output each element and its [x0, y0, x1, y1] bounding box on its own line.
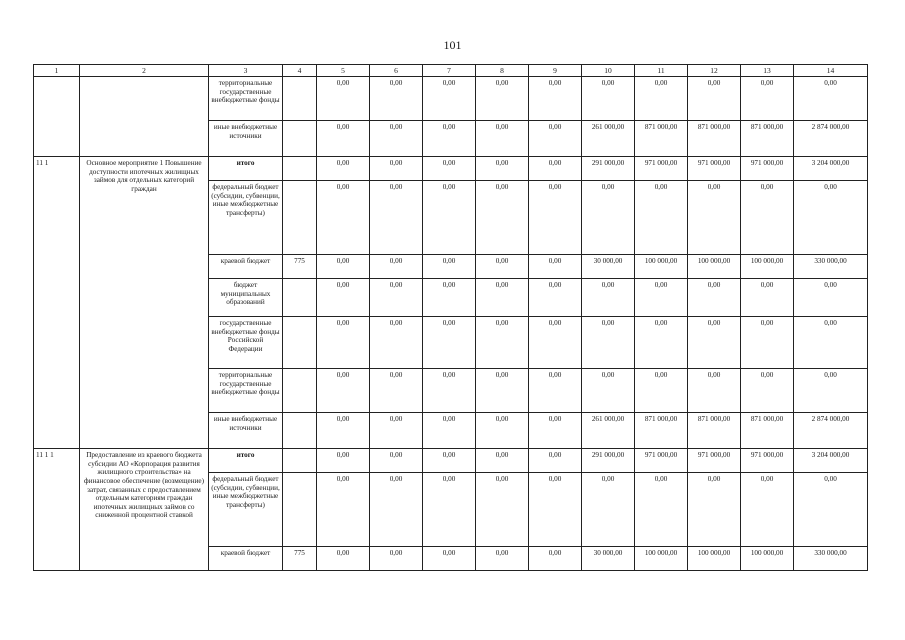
value-cell: 0,00 [476, 181, 529, 255]
value-cell: 330 000,00 [794, 255, 868, 279]
value-cell: 0,00 [582, 181, 635, 255]
value-cell: 0,00 [423, 473, 476, 547]
funding-source-cell: краевой бюджет [209, 547, 283, 571]
grbs-code-cell [283, 317, 317, 369]
grbs-code-cell [283, 157, 317, 181]
value-cell: 871 000,00 [741, 121, 794, 157]
value-cell: 0,00 [423, 255, 476, 279]
value-cell: 0,00 [529, 547, 582, 571]
value-cell: 0,00 [476, 255, 529, 279]
value-cell: 2 874 000,00 [794, 121, 868, 157]
value-cell: 100 000,00 [741, 255, 794, 279]
header-row [34, 65, 868, 77]
value-cell: 971 000,00 [635, 157, 688, 181]
value-cell: 0,00 [688, 279, 741, 317]
value-cell: 0,00 [317, 157, 370, 181]
value-cell: 971 000,00 [741, 157, 794, 181]
name-cell: Предоставление из краевого бюджета субсидии АО «Корпорация развития жилищного строительства» на финансовое обеспечение (возмещение) затрат, связанных с предоставлением отдельным категориям граждан ипотечных жилищных займов со сниженной процентной ставкой [80, 449, 209, 571]
funding-source-cell: иные внебюджетные источники [209, 121, 283, 157]
table-row [34, 77, 868, 121]
funding-source-cell: бюджет муниципальных образований [209, 279, 283, 317]
funding-source-cell: государственные внебюджетные фонды Российской Федерации [209, 317, 283, 369]
column-header: 13 [741, 65, 794, 77]
funding-source-cell: иные внебюджетные источники [209, 413, 283, 449]
value-cell: 871 000,00 [688, 413, 741, 449]
value-cell: 0,00 [370, 279, 423, 317]
column-header: 14 [794, 65, 868, 77]
value-cell: 30 000,00 [582, 547, 635, 571]
value-cell: 0,00 [476, 121, 529, 157]
value-cell: 330 000,00 [794, 547, 868, 571]
value-cell: 0,00 [423, 413, 476, 449]
value-cell: 0,00 [476, 449, 529, 473]
funding-source-cell: федеральный бюджет (субсидии, субвенции, иные межбюджетные трансферты) [209, 473, 283, 547]
value-cell: 0,00 [582, 317, 635, 369]
table-row [34, 449, 868, 473]
value-cell: 0,00 [423, 77, 476, 121]
value-cell: 100 000,00 [635, 547, 688, 571]
value-cell: 0,00 [741, 279, 794, 317]
value-cell: 0,00 [529, 413, 582, 449]
grbs-code-cell [283, 181, 317, 255]
value-cell: 0,00 [529, 121, 582, 157]
value-cell: 0,00 [476, 77, 529, 121]
value-cell: 0,00 [317, 255, 370, 279]
value-cell: 0,00 [317, 449, 370, 473]
value-cell: 871 000,00 [688, 121, 741, 157]
value-cell: 0,00 [582, 473, 635, 547]
value-cell: 0,00 [423, 121, 476, 157]
value-cell: 0,00 [529, 77, 582, 121]
value-cell: 971 000,00 [635, 449, 688, 473]
value-cell: 261 000,00 [582, 413, 635, 449]
name-cell: Основное мероприятие 1 Повышение доступности ипотечных жилищных займов для отдельных категорий граждан [80, 157, 209, 449]
value-cell: 0,00 [370, 449, 423, 473]
value-cell: 0,00 [370, 255, 423, 279]
value-cell: 0,00 [635, 473, 688, 547]
funding-source-cell: федеральный бюджет (субсидии, субвенции, иные межбюджетные трансферты) [209, 181, 283, 255]
value-cell: 0,00 [423, 317, 476, 369]
value-cell: 871 000,00 [635, 413, 688, 449]
value-cell: 0,00 [370, 413, 423, 449]
value-cell: 971 000,00 [688, 157, 741, 181]
column-header: 4 [283, 65, 317, 77]
value-cell: 0,00 [370, 473, 423, 547]
value-cell: 0,00 [794, 77, 868, 121]
value-cell: 0,00 [688, 473, 741, 547]
value-cell: 0,00 [635, 317, 688, 369]
value-cell: 3 204 000,00 [794, 449, 868, 473]
funding-source-cell: итого [209, 157, 283, 181]
value-cell: 0,00 [317, 279, 370, 317]
value-cell: 0,00 [423, 547, 476, 571]
value-cell: 0,00 [476, 547, 529, 571]
column-header: 2 [80, 65, 209, 77]
value-cell: 0,00 [370, 157, 423, 181]
grbs-code-cell [283, 121, 317, 157]
value-cell: 2 874 000,00 [794, 413, 868, 449]
value-cell: 261 000,00 [582, 121, 635, 157]
value-cell: 0,00 [582, 369, 635, 413]
column-header: 7 [423, 65, 476, 77]
grbs-code-cell [283, 473, 317, 547]
value-cell: 0,00 [423, 181, 476, 255]
value-cell: 0,00 [423, 449, 476, 473]
value-cell: 0,00 [370, 181, 423, 255]
value-cell: 0,00 [794, 279, 868, 317]
table-row [34, 157, 868, 181]
value-cell: 0,00 [476, 413, 529, 449]
value-cell: 971 000,00 [741, 449, 794, 473]
value-cell: 0,00 [317, 473, 370, 547]
value-cell: 100 000,00 [688, 255, 741, 279]
value-cell: 0,00 [688, 317, 741, 369]
funding-source-cell: краевой бюджет [209, 255, 283, 279]
value-cell: 100 000,00 [688, 547, 741, 571]
funding-source-cell: территориальные государственные внебюджетные фонды [209, 369, 283, 413]
budget-table [33, 64, 868, 571]
value-cell: 0,00 [741, 473, 794, 547]
column-header: 8 [476, 65, 529, 77]
value-cell: 0,00 [317, 121, 370, 157]
value-cell: 0,00 [370, 547, 423, 571]
value-cell: 0,00 [794, 317, 868, 369]
value-cell: 0,00 [529, 449, 582, 473]
column-header: 10 [582, 65, 635, 77]
value-cell: 0,00 [476, 157, 529, 181]
column-header: 12 [688, 65, 741, 77]
value-cell: 0,00 [688, 181, 741, 255]
column-header: 3 [209, 65, 283, 77]
value-cell: 0,00 [582, 77, 635, 121]
value-cell: 0,00 [741, 77, 794, 121]
value-cell: 0,00 [582, 279, 635, 317]
code-cell [34, 77, 80, 157]
value-cell: 3 204 000,00 [794, 157, 868, 181]
value-cell: 0,00 [423, 157, 476, 181]
value-cell: 0,00 [423, 369, 476, 413]
value-cell: 0,00 [370, 317, 423, 369]
column-header: 11 [635, 65, 688, 77]
grbs-code-cell: 775 [283, 547, 317, 571]
value-cell: 0,00 [476, 279, 529, 317]
value-cell: 0,00 [529, 473, 582, 547]
value-cell: 0,00 [741, 317, 794, 369]
value-cell: 0,00 [529, 255, 582, 279]
value-cell: 0,00 [794, 473, 868, 547]
code-cell: 11 1 [34, 157, 80, 449]
value-cell: 0,00 [794, 369, 868, 413]
value-cell: 0,00 [370, 77, 423, 121]
value-cell: 0,00 [635, 77, 688, 121]
value-cell: 100 000,00 [741, 547, 794, 571]
value-cell: 0,00 [317, 369, 370, 413]
grbs-code-cell [283, 449, 317, 473]
grbs-code-cell [283, 279, 317, 317]
value-cell: 0,00 [741, 369, 794, 413]
name-cell [80, 77, 209, 157]
value-cell: 0,00 [317, 413, 370, 449]
value-cell: 30 000,00 [582, 255, 635, 279]
value-cell: 0,00 [476, 369, 529, 413]
value-cell: 0,00 [317, 317, 370, 369]
value-cell: 0,00 [635, 181, 688, 255]
value-cell: 0,00 [635, 369, 688, 413]
value-cell: 0,00 [635, 279, 688, 317]
grbs-code-cell [283, 77, 317, 121]
grbs-code-cell [283, 413, 317, 449]
value-cell: 0,00 [317, 181, 370, 255]
value-cell: 100 000,00 [635, 255, 688, 279]
value-cell: 0,00 [476, 473, 529, 547]
value-cell: 291 000,00 [582, 157, 635, 181]
value-cell: 0,00 [317, 547, 370, 571]
value-cell: 0,00 [688, 369, 741, 413]
funding-source-cell: итого [209, 449, 283, 473]
grbs-code-cell: 775 [283, 255, 317, 279]
grbs-code-cell [283, 369, 317, 413]
column-header: 5 [317, 65, 370, 77]
value-cell: 0,00 [317, 77, 370, 121]
code-cell: 11 1 1 [34, 449, 80, 571]
value-cell: 291 000,00 [582, 449, 635, 473]
funding-source-cell: территориальные государственные внебюджетные фонды [209, 77, 283, 121]
page-number: 101 [443, 38, 462, 52]
table-body [34, 77, 868, 571]
value-cell: 0,00 [794, 181, 868, 255]
value-cell: 0,00 [529, 279, 582, 317]
value-cell: 0,00 [741, 181, 794, 255]
column-header: 1 [34, 65, 80, 77]
value-cell: 0,00 [688, 77, 741, 121]
column-header: 6 [370, 65, 423, 77]
value-cell: 871 000,00 [635, 121, 688, 157]
value-cell: 971 000,00 [688, 449, 741, 473]
value-cell: 871 000,00 [741, 413, 794, 449]
value-cell: 0,00 [529, 317, 582, 369]
value-cell: 0,00 [423, 279, 476, 317]
value-cell: 0,00 [529, 181, 582, 255]
value-cell: 0,00 [529, 157, 582, 181]
column-header: 9 [529, 65, 582, 77]
value-cell: 0,00 [370, 121, 423, 157]
value-cell: 0,00 [476, 317, 529, 369]
value-cell: 0,00 [529, 369, 582, 413]
value-cell: 0,00 [370, 369, 423, 413]
